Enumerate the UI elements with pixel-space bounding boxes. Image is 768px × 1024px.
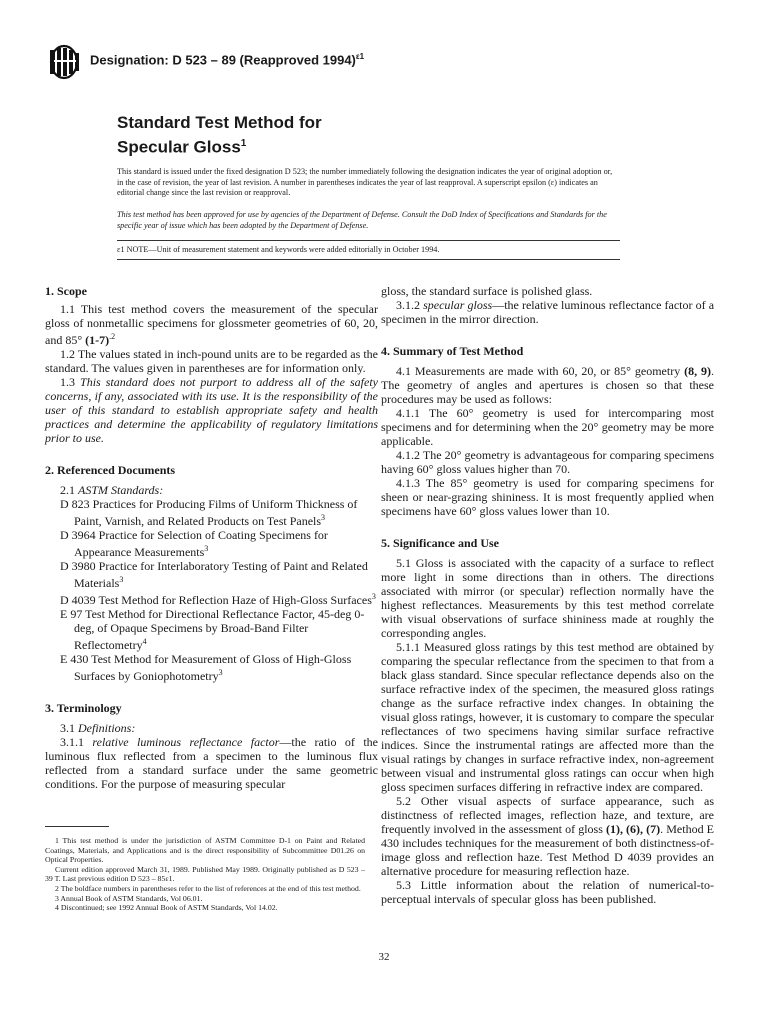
page-number: 32 <box>378 951 390 963</box>
paragraph-3-1: 3.1 Definitions: <box>60 721 136 735</box>
paragraph-5-2: 5.2 Other visual aspects of surface appearance, such as distinctness of reflected images, reflection haze, and texture, are frequently involved in the assessment of gloss (1), (6), (7). Method E 430 includes techniques for the measurement of both distinctness-of-image gloss and reflection haze. Test Method D 4039 provides an alternative procedure for measuring reflection haze. <box>381 794 714 878</box>
footnote: Current edition approved March 31, 1989. Published May 1989. Originally published as D 523 – 39 T. Last previous edition D 523 – 85ε1. <box>45 864 365 884</box>
section-heading-scope: 1. Scope <box>45 284 87 298</box>
section-heading-significance: 5. Significance and Use <box>381 536 500 550</box>
right-column <box>381 284 714 906</box>
paragraph-4-1-2: 4.1.2 The 20° geometry is advantageous for comparing specimens having 60° gloss values higher than 70. <box>381 448 714 476</box>
dod-approval-paragraph: This test method has been approved for use by agencies of the Department of Defense. Consult the DoD Index of Specifications and Standards for the specific year of issue which has been adopted by the Department of Defense. <box>117 210 607 230</box>
section-heading-referenced-documents: 2. Referenced Documents <box>45 463 176 477</box>
section-heading-summary: 4. Summary of Test Method <box>381 344 524 358</box>
paragraph-1-2: 1.2 The values stated in inch-pound units are to be regarded as the standard. The values given in parentheses are for information only. <box>45 347 378 375</box>
footnote: 4 Discontinued; see 1992 Annual Book of ASTM Standards, Vol 14.02. <box>55 903 278 913</box>
paragraph-4-1-1: 4.1.1 The 60° geometry is used for intercomparing most specimens and for determining when the 20° geometry may be more applicable. <box>381 406 714 448</box>
footnote: 1 This test method is under the jurisdiction of ASTM Committee D-1 on Paint and Related Coatings, Materials, and Applications and is the direct responsibility of Subcommittee D01.26 on Optical Properties. <box>45 836 365 865</box>
referenced-standard-item: D 823 Practices for Producing Films of Uniform Thickness of Paint, Varnish, and Related Products on Test Panels$^3$ <box>60 497 358 528</box>
preamble-paragraph: This standard is issued under the fixed designation D 523; the number immediately following the designation indicates the year of original adoption or, in the case of revision, the year of last revision. A number in parentheses indicates the year of last reapproval. A superscript epsilon (ε) indicates an editorial change since the last revision or reapproval. <box>117 167 613 198</box>
paragraph-1-3: 1.3 This standard does not purport to address all of the safety concerns, if any, associated with its use. It is the responsibility of the user of this standard to establish appropriate safety and health practices and determine the applicability of regulatory limitations prior to use. <box>45 375 379 445</box>
referenced-standard-item: E 430 Test Method for Measurement of Gloss of High-Gloss Surfaces by Goniophotometry$^3$ <box>60 652 352 683</box>
referenced-standard-item: E 97 Test Method for Directional Reflectance Factor, 45-deg 0-deg, of Opaque Specimens by Broad-Band Filter Reflectometry$^4$ <box>60 607 365 652</box>
referenced-standard-item: D 3980 Practice for Interlaboratory Testing of Paint and Related Materials$^3$ <box>60 559 368 590</box>
paragraph-3-1-2: 3.1.2 specular gloss—the relative luminous reflectance factor of a specimen in the mirror direction. <box>381 298 715 326</box>
footnote: 3 Annual Book of ASTM Standards, Vol 06.01. <box>55 893 203 903</box>
paragraph-5-1-1: 5.1.1 Measured gloss ratings by this test method are obtained by comparing the specular reflectance from the specimen to that from a black glass standard. Since specular reflectance depends also on the surface refractive index of the specimen, the measured gloss ratings change as the surface refractive index changes. In obtaining the visual gloss ratings, however, it is customary to compare the specular reflectances of two specimens having similar surface refractive indices. Since the instrumental ratings are affected more than the visual ratings by changes in surface refractive index, non-agreement between visual and instrumental gloss ratings can occur when high gloss specimen surfaces differing in refractive index are compared. <box>381 640 714 794</box>
footnote: 2 The boldface numbers in parentheses refer to the list of references at the end of this test method. <box>55 883 361 893</box>
divider <box>117 240 620 241</box>
referenced-standard-item: D 3964 Practice for Selection of Coating Specimens for Appearance Measurements$^3$ <box>60 528 328 559</box>
paragraph-2-1: 2.1 ASTM Standards: <box>60 483 164 497</box>
divider <box>117 259 620 260</box>
section-heading-terminology: 3. Terminology <box>45 701 122 715</box>
footnote-divider <box>45 826 109 827</box>
paragraph-3-1-1-continued: gloss, the standard surface is polished glass. <box>381 284 593 298</box>
paragraph-5-1: 5.1 Gloss is associated with the capacity of a surface to reflect more light in some directions than in others. The directions associated with mirror (or specular) reflection normally have the highest reflectances. Measurements by this test method correlate with visual observations of surface shininess made at roughly the corresponding angles. <box>381 556 714 640</box>
referenced-standards-list <box>45 497 378 683</box>
designation: Designation: D 523 – 89 (Reapproved 1994)$^{\varepsilon 1}$ <box>90 52 365 68</box>
paragraph-1-1: 1.1 This test method covers the measurement of the specular gloss of nonmetallic specimens for glossmeter geometries of 60, 20, and 85° $(1-7)^{.2}$ <box>45 302 378 347</box>
paragraph-4-1: 4.1 Measurements are made with 60, 20, or 85° geometry (8, 9). The geometry of angles and apertures is chosen so that these procedures may be used as follows: <box>381 364 714 406</box>
paragraph-3-1-1: 3.1.1 relative luminous reflectance factor—the ratio of the luminous flux reflected from a specimen to the luminous flux reflected from a standard surface under the same geometric conditions. For the purpose of measuring specular <box>45 735 378 791</box>
paragraph-5-3: 5.3 Little information about the relation of numerical-to-perceptual intervals of specular gloss has been published. <box>381 878 714 906</box>
referenced-standard-item: D 4039 Test Method for Reflection Haze of High-Gloss Surfaces$^3$ <box>60 592 376 607</box>
footnotes <box>45 836 365 913</box>
astm-logo <box>44 44 84 80</box>
paragraph-4-1-3: 4.1.3 The 85° geometry is used for comparing specimens for sheen or near-grazing shininess. It is most frequently applied when specimens have 60° gloss values lower than 10. <box>381 476 714 518</box>
document-title: Standard Test Method for Specular Gloss$^1$ <box>117 113 322 157</box>
left-column <box>45 284 378 791</box>
editorial-note: ε1 NOTE—Unit of measurement statement and keywords were added editorially in October 1994. <box>117 245 440 254</box>
